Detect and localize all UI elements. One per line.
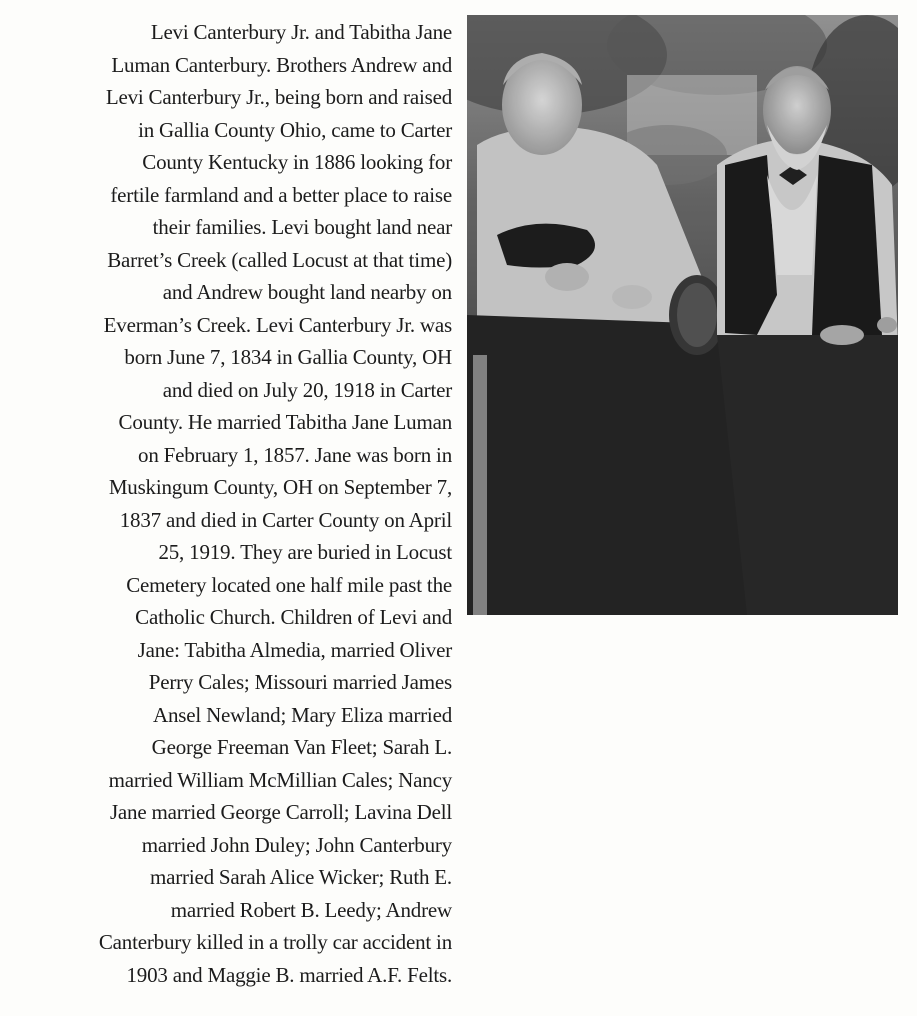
text-line: 1837 and died in Carter County on April bbox=[119, 507, 452, 532]
text-line: Luman Canterbury. Brothers Andrew and bbox=[111, 52, 452, 77]
text-line: married John Duley; John Canterbury bbox=[141, 832, 452, 857]
text-line: Levi Canterbury Jr., being born and raised bbox=[105, 85, 452, 109]
text-line: married William McMillian Cales; Nancy bbox=[108, 767, 452, 792]
text-line: born June 7, 1834 in Gallia County, OH bbox=[124, 345, 452, 369]
text-line: 1903 and Maggie B. married A.F. Felts. bbox=[126, 962, 452, 987]
text-line: married Robert B. Leedy; Andrew bbox=[170, 897, 452, 922]
text-line: Perry Cales; Missouri married James bbox=[148, 670, 452, 694]
text-line: Barret’s Creek (called Locust at that time) bbox=[107, 247, 452, 272]
text-line: 25, 1919. They are buried in Locust bbox=[158, 540, 452, 564]
text-line: County Kentucky in 1886 looking for bbox=[142, 150, 452, 174]
text-line: County. He married Tabitha Jane Luman bbox=[118, 410, 452, 434]
text-line: George Freeman Van Fleet; Sarah L. bbox=[151, 735, 452, 759]
text-line: Muskingum County, OH on September 7, bbox=[108, 475, 452, 499]
text-line: Catholic Church. Children of Levi and bbox=[135, 605, 452, 629]
text-line: and died on July 20, 1918 in Carter bbox=[162, 377, 452, 402]
text-line: Jane married George Carroll; Lavina Dell bbox=[109, 800, 452, 824]
text-line: Levi Canterbury Jr. and Tabitha Jane bbox=[150, 20, 452, 44]
text-line: Ansel Newland; Mary Eliza married bbox=[153, 702, 452, 727]
article-text bbox=[8, 16, 452, 991]
text-line: married Sarah Alice Wicker; Ruth E. bbox=[149, 865, 452, 889]
portrait-photo-icon bbox=[467, 15, 898, 615]
text-line: their families. Levi bought land near bbox=[152, 215, 452, 239]
text-line: Cemetery located one half mile past the bbox=[126, 572, 452, 597]
text-line: Everman’s Creek. Levi Canterbury Jr. was bbox=[103, 312, 452, 337]
text-line: fertile farmland and a better place to raise bbox=[110, 182, 452, 207]
text-line: on February 1, 1857. Jane was born in bbox=[138, 442, 452, 467]
text-line: and Andrew bought land nearby on bbox=[162, 280, 452, 304]
text-line: in Gallia County Ohio, came to Carter bbox=[138, 117, 452, 142]
text-line: Jane: Tabitha Almedia, married Oliver bbox=[137, 637, 452, 662]
text-line: Canterbury killed in a trolly car accident in bbox=[98, 930, 452, 954]
portrait-photo bbox=[467, 15, 898, 615]
